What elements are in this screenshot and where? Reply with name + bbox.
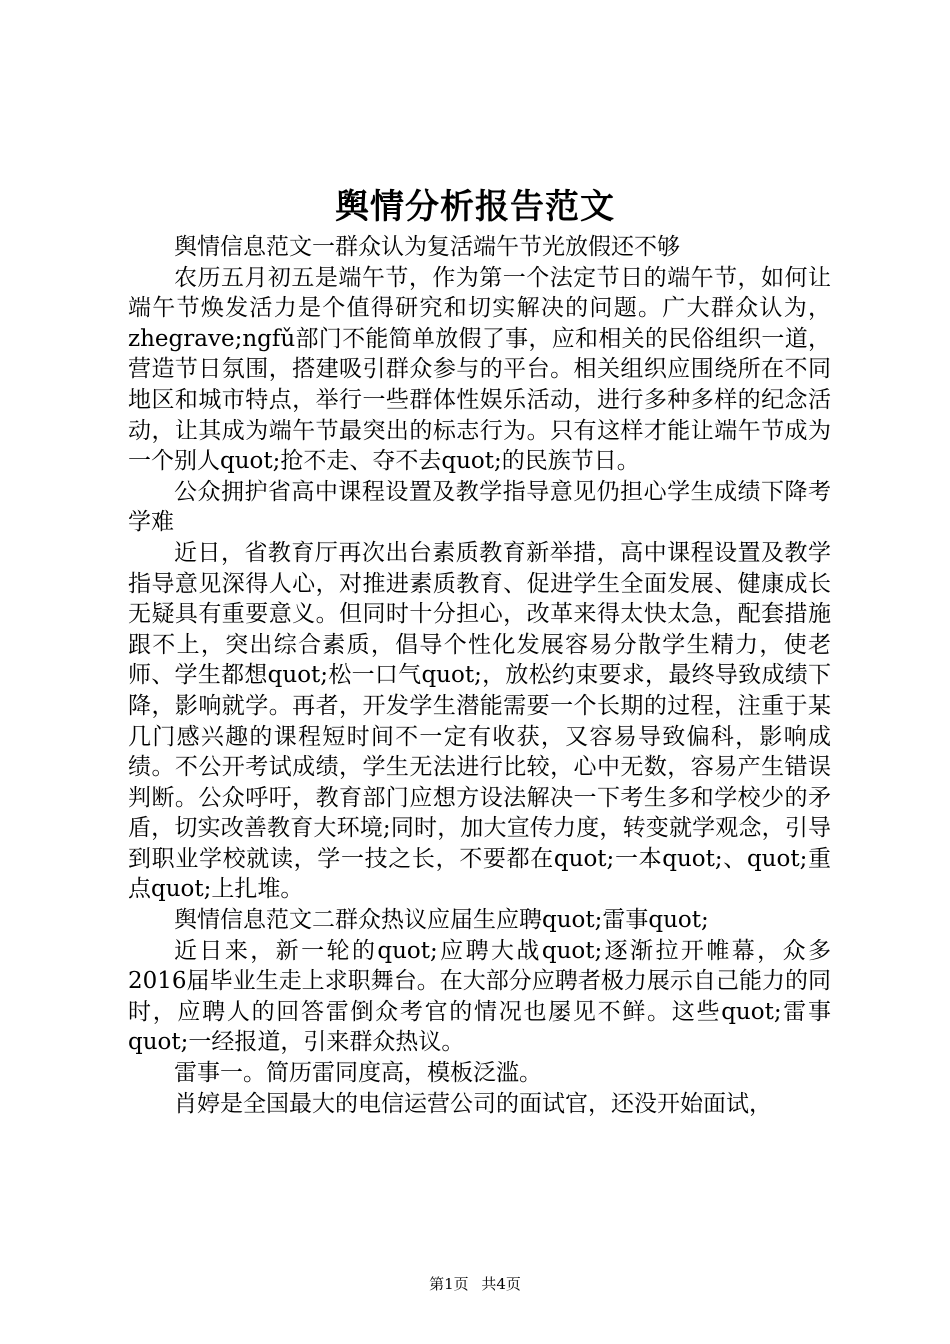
document-body: [128, 232, 831, 1119]
paragraph-heading-1: 舆情信息范文一群众认为复活端午节光放假还不够: [174, 234, 680, 260]
paragraph: 近日，省教育厅再次出台素质教育新举措，高中课程设置及教学指导意见深得人心，对推进素质教育、促进学生全面发展、健康成长无疑具有重要意义。但同时十分担心，改革来得太快太急，配套措施跟不上，突出综合素质，倡导个性化发展容易分散学生精力，使老师、学生都想quot;松一口气quot;，放松约束要求，最终导致成绩下降，影响就学。再者，开发学生潜能需要一个长期的过程，注重于某几门感兴趣的课程短时间不一定有收获，又容易导致偏科，影响成绩。不公开考试成绩，学生无法进行比较，心中无数，容易产生错误判断。公众呼吁，教育部门应想方设法解决一下考生多和学校少的矛盾，切实改善教育大环境;同时，加大宣传力度，转变就学观念，引导到职业学校就读，学一技之长，不要都在quot;一本quot;、quot;重点quot;上扎堆。: [128, 539, 831, 903]
document-title: 舆情分析报告范文: [335, 187, 615, 227]
paragraph: 雷事一。简历雷同度高，模板泛滥。: [174, 1060, 542, 1087]
page-total: 共4页: [481, 1275, 521, 1293]
paragraph: 农历五月初五是端午节，作为第一个法定节日的端午节，如何让端午节焕发活力是个值得研究和切实解决的问题。广大群众认为，zhegrave;ngfǔ部门不能简单放假了事，应和相关的民俗组织一道，营造节日氛围，搭建吸引群众参与的平台。相关组织应围绕所在不同地区和城市特点，举行一些群体性娱乐活动，进行多种多样的纪念活动，让其成为端午节最突出的标志行为。只有这样才能让端午节成为一个别人quot;抢不走、夺不去quot;的民族节日。: [128, 264, 831, 475]
paragraph-heading-3: 舆情信息范文二群众热议应届生应聘quot;雷事quot;: [174, 907, 709, 934]
paragraph: 近日来，新一轮的quot;应聘大战quot;逐渐拉开帷幕，众多2016届毕业生走上求职舞台。在大部分应聘者极力展示自己能力的同时，应聘人的回答雷倒众考官的情况也屡见不鲜。这些quot;雷事quot;一经报道，引来群众热议。: [128, 937, 831, 1056]
page-number: 第1页: [429, 1275, 469, 1293]
paragraph: 肖婷是全国最大的电信运营公司的面试官，还没开始面试，: [174, 1090, 772, 1117]
paragraph-heading-2: 公众拥护省高中课程设置及教学指导意见仍担心学生成绩下降考学难: [128, 478, 831, 536]
page-footer: [0, 1274, 950, 1294]
